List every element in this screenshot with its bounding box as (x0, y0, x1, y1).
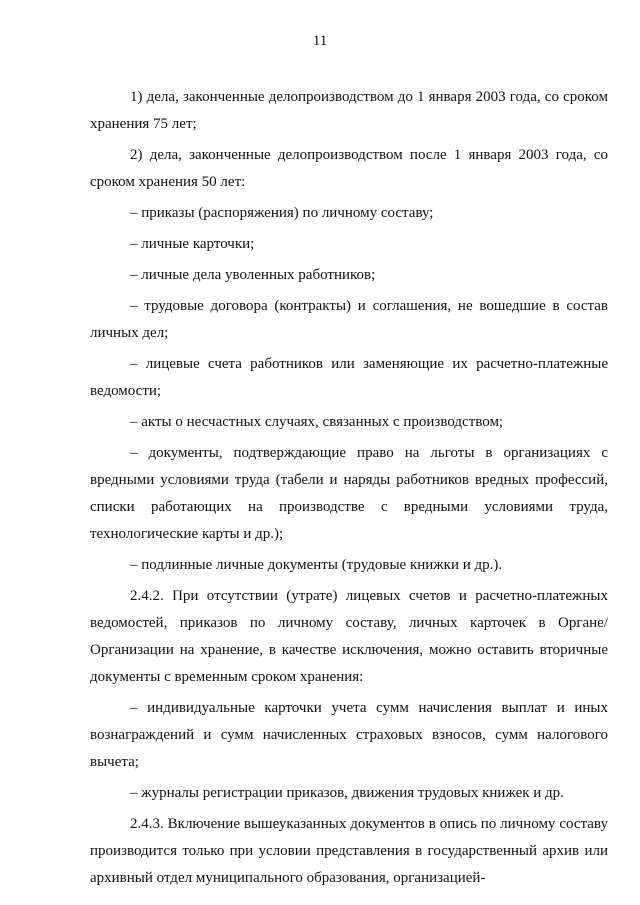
list-item-benefit-documents: – документы, подтверждающие право на льготы в организациях с вредными условиями труда (табели и наряды работников вредных профессий, списки работающих на производстве с вредными условиями труда, технологические карты и др.); (90, 445, 608, 542)
paragraph-item-2: 2) дела, законченные делопроизводством после 1 января 2003 года, со сроком хранения 50 лет: (90, 147, 608, 190)
paragraph-item-1: 1) дела, законченные делопроизводством до 1 января 2003 года, со сроком хранения 75 лет; (90, 89, 608, 132)
list-item-orders: – приказы (распоряжения) по личному составу; (130, 205, 434, 221)
page-number: 11 (312, 33, 328, 49)
list-item-individual-cards: – индивидуальные карточки учета сумм начисления выплат и иных вознаграждений и сумм начисленных страховых взносов, сумм налогового вычета; (90, 700, 608, 770)
section-2-4-3: 2.4.3. Включение вышеуказанных документов в опись по личному составу производится только при условии представления в государственный архив или архивный отдел муниципального образования, организацией- (90, 816, 608, 886)
list-item-personal-cards: – личные карточки; (130, 236, 255, 252)
list-item-accident-acts: – акты о несчастных случаях, связанных с производством; (130, 414, 504, 430)
document-body (90, 84, 608, 896)
list-item-dismissed-files: – личные дела уволенных работников; (130, 267, 376, 283)
list-item-personal-accounts: – лицевые счета работников или заменяющие их расчетно-платежные ведомости; (90, 356, 608, 399)
list-item-labor-contracts: – трудовые договора (контракты) и соглашения, не вошедшие в состав личных дел; (90, 298, 608, 341)
list-item-original-documents: – подлинные личные документы (трудовые книжки и др.). (130, 557, 503, 573)
list-item-registration-journals: – журналы регистрации приказов, движения трудовых книжек и др. (130, 785, 564, 801)
section-2-4-2: 2.4.2. При отсутствии (утрате) лицевых счетов и расчетно-платежных ведомостей, приказов по личному составу, личных карточек в Органе/Организации на хранение, в качестве исключения, можно оставить вторичные документы с временным сроком хранения: (90, 588, 608, 685)
